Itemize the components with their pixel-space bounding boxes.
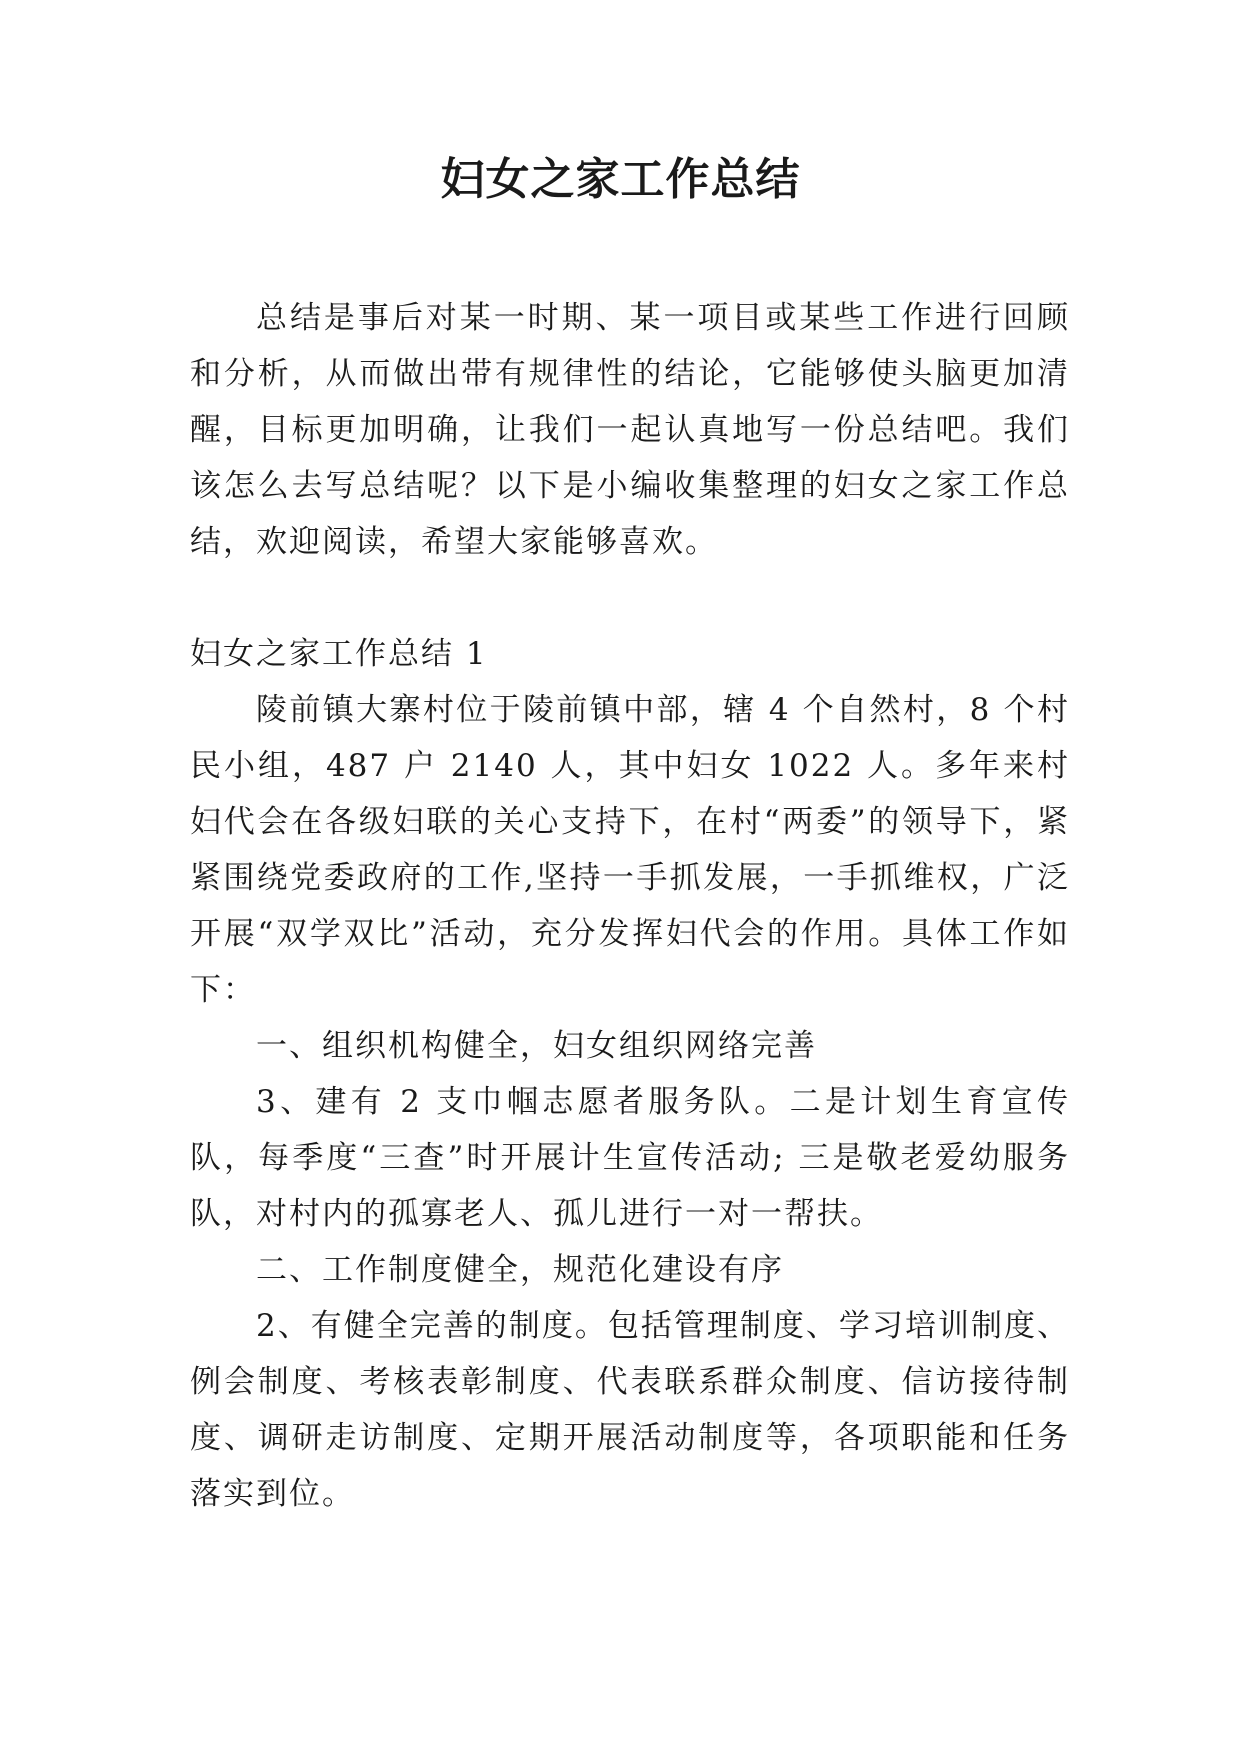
paragraph-gap bbox=[190, 570, 1070, 626]
body-paragraph: 陵前镇大寨村位于陵前镇中部，辖 4 个自然村，8 个村民小组，487 户 2140 人，其中妇女 1022 人。多年来村妇代会在各级妇联的关心支持下，在村“两委”的领导下，紧紧围绕党委政府的工作,坚持一手抓发展，一手抓维权，广泛开展“双学双比”活动，充分发挥妇代会的作用。具体工作如下： bbox=[190, 692, 1070, 1008]
body-paragraph: 2、有健全完善的制度。包括管理制度、学习培训制度、例会制度、考核表彰制度、代表联系群众制度、信访接待制度、调研走访制度、定期开展活动制度等，各项职能和任务落实到位。 bbox=[190, 1308, 1070, 1512]
subheading: 二、工作制度健全，规范化建设有序 bbox=[256, 1252, 784, 1288]
section-heading: 妇女之家工作总结 1 bbox=[190, 636, 488, 672]
document-title: 妇女之家工作总结 bbox=[440, 154, 801, 205]
body-paragraph: 3、建有 2 支巾帼志愿者服务队。二是计划生育宣传队，每季度“三查”时开展计生宣传活动; 三是敬老爱幼服务队，对村内的孤寡老人、孤儿进行一对一帮扶。 bbox=[190, 1084, 1070, 1232]
intro-paragraph: 总结是事后对某一时期、某一项目或某些工作进行回顾和分析，从而做出带有规律性的结论，它能够使头脑更加清醒，目标更加明确，让我们一起认真地写一份总结吧。我们该怎么去写总结呢？以下是小编收集整理的妇女之家工作总结，欢迎阅读，希望大家能够喜欢。 bbox=[190, 300, 1070, 560]
subheading: 一、组织机构健全，妇女组织网络完善 bbox=[256, 1028, 817, 1064]
document-body bbox=[190, 290, 1070, 1522]
